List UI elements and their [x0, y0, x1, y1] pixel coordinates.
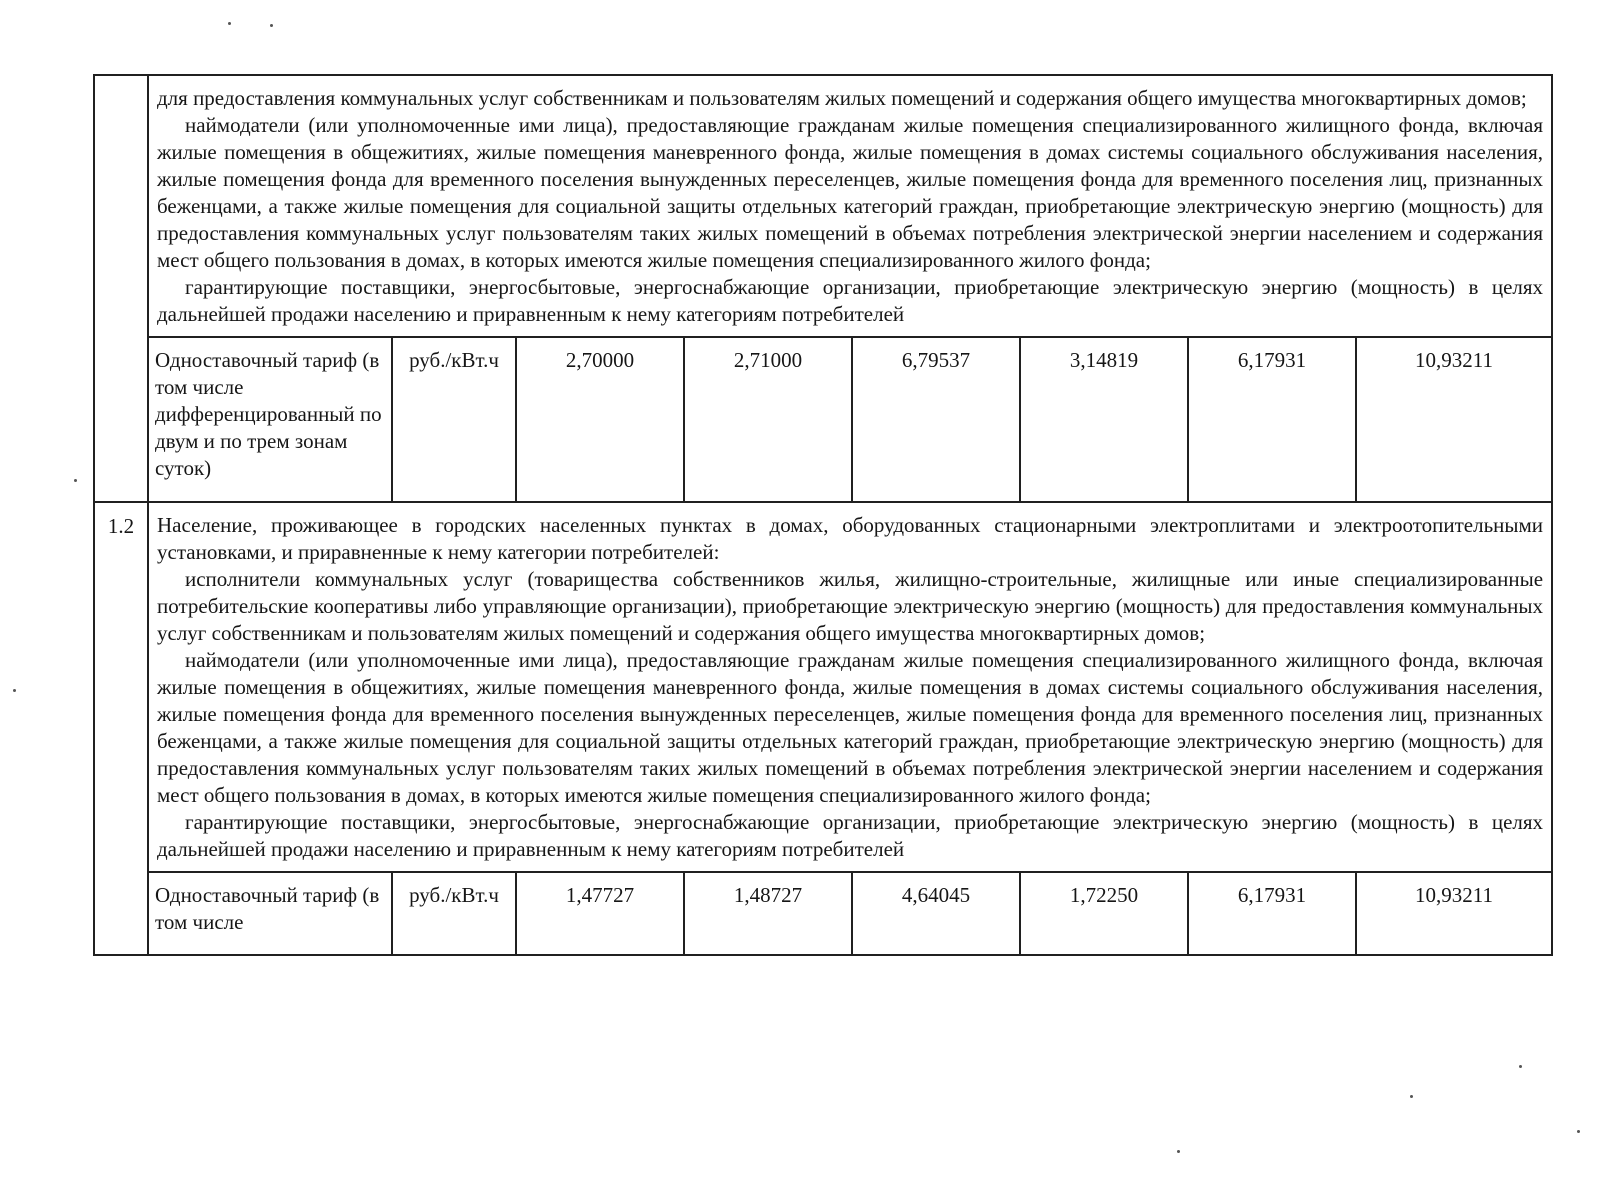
tariff-row — [94, 872, 1552, 955]
tariff-label: Одноставочный тариф (в том числе дифференцированный по двум и по трем зонам суток) — [148, 337, 392, 502]
consumer-category-paragraph: наймодатели (или уполномоченные ими лица), предоставляющие гражданам жилые помещения специализированного жилищного фонда, включая жилые помещения в общежитиях, жилые помещения маневренного фонда, жилые помещения в домах системы социального обслуживания населения, жилые помещения фонда для временного поселения вынужденных переселенцев, жилые помещения фонда для временного поселения лиц, признанных беженцами, а также жилые помещения для социальной защиты отдельных категорий граждан, приобретающие электрическую энергию (мощность) для предоставления коммунальных услуг пользователям таких жилых помещений в объемах потребления электрической энергии населением и содержания мест общего пользования в домах, в которых имеются жилые помещения специализированного жилого фонда; — [157, 113, 1544, 272]
scan-speck — [13, 689, 16, 692]
scan-speck — [1519, 1065, 1522, 1068]
tariff-value: 10,93211 — [1356, 872, 1552, 955]
tariff-value: 1,72250 — [1020, 872, 1188, 955]
tariff-value: 6,79537 — [852, 337, 1020, 502]
scan-speck — [270, 24, 273, 27]
tariff-value: 4,64045 — [852, 872, 1020, 955]
scan-speck — [1177, 1150, 1180, 1153]
tariff-value: 1,47727 — [516, 872, 684, 955]
section-heading-paragraph: Население, проживающее в городских населенных пунктах в домах, оборудованных стационарными электроплитами и электроотопительными установками, и приравненные к нему категории потребителей: — [157, 513, 1544, 564]
tariff-value: 2,71000 — [684, 337, 852, 502]
section-continued-row — [94, 75, 1552, 337]
section-row — [94, 502, 1552, 872]
unit-cell: руб./кВт.ч — [392, 337, 516, 502]
section-number-cell — [94, 502, 148, 955]
scan-speck — [1410, 1095, 1413, 1098]
tariff-value: 3,14819 — [1020, 337, 1188, 502]
tariff-value: 6,17931 — [1188, 337, 1356, 502]
section-description-continued — [148, 75, 1552, 337]
consumer-category-paragraph: гарантирующие поставщики, энергосбытовые, энергоснабжающие организации, приобретающие электрическую энергию (мощность) в целях дальнейшей продажи населению и приравненным к нему категориям потребителей — [157, 810, 1544, 861]
scan-speck — [1577, 1130, 1580, 1133]
tariff-label: Одноставочный тариф (в том числе — [148, 872, 392, 955]
section-number-cell-empty — [94, 75, 148, 502]
consumer-category-paragraph: гарантирующие поставщики, энергосбытовые, энергоснабжающие организации, приобретающие электрическую энергию (мощность) в целях дальнейшей продажи населению и приравненным к нему категориям потребителей — [157, 275, 1544, 326]
consumer-category-paragraph: наймодатели (или уполномоченные ими лица), предоставляющие гражданам жилые помещения специализированного жилищного фонда, включая жилые помещения в общежитиях, жилые помещения маневренного фонда, жилые помещения в домах системы социального обслуживания населения, жилые помещения фонда для временного поселения вынужденных переселенцев, жилые помещения фонда для временного поселения лиц, признанных беженцами, а также жилые помещения для социальной защиты отдельных категорий граждан, приобретающие электрическую энергию (мощность) для предоставления коммунальных услуг пользователям таких жилых помещений в объемах потребления электрической энергии населением и содержания мест общего пользования в домах, в которых имеются жилые помещения специализированного жилого фонда; — [157, 648, 1544, 807]
section-number: 1.2 — [107, 514, 135, 538]
tariff-value: 6,17931 — [1188, 872, 1356, 955]
scan-speck — [74, 479, 77, 482]
unit-cell: руб./кВт.ч — [392, 872, 516, 955]
tariff-value: 1,48727 — [684, 872, 852, 955]
scan-speck — [228, 22, 231, 25]
tariff-row — [94, 337, 1552, 502]
tariff-table — [93, 74, 1553, 956]
tariff-value: 2,70000 — [516, 337, 684, 502]
consumer-category-paragraph: исполнители коммунальных услуг (товарищества собственников жилья, жилищно-строительные, жилищные или иные специализированные потребительские кооперативы либо управляющие организации), приобретающие электрическую энергию (мощность) для предоставления коммунальных услуг собственникам и пользователям жилых помещений и содержания общего имущества многоквартирных домов; — [157, 567, 1544, 645]
tariff-value: 10,93211 — [1356, 337, 1552, 502]
consumer-category-paragraph: для предоставления коммунальных услуг собственникам и пользователям жилых помещений и содержания общего имущества многоквартирных домов; — [157, 86, 1527, 110]
section-description — [148, 502, 1552, 872]
